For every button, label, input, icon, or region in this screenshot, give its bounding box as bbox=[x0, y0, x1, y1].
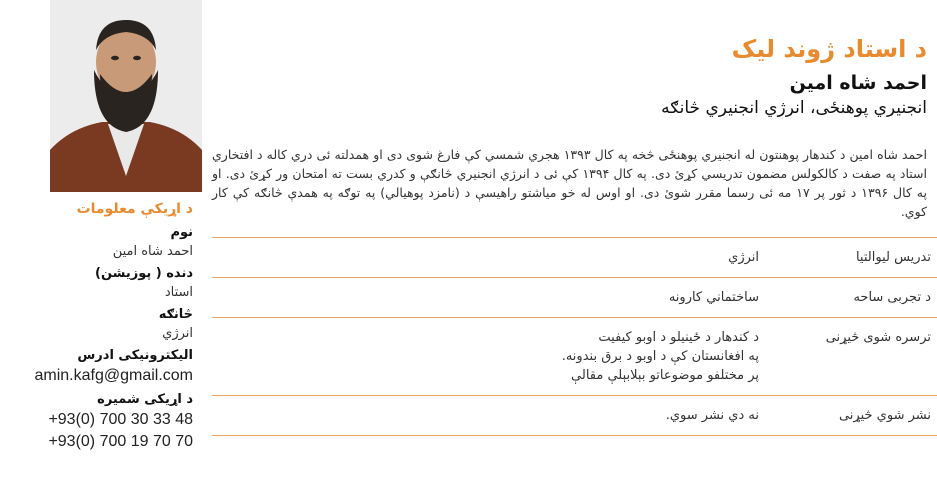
department-label: څانګه bbox=[158, 307, 193, 322]
row-value-line: د کندهار د ځینیلو د اوبو کیفیت bbox=[598, 330, 759, 345]
position-value: استاد bbox=[164, 285, 193, 300]
profile-photo bbox=[50, 0, 202, 192]
table-row bbox=[212, 317, 937, 395]
table-row bbox=[212, 395, 937, 436]
row-value bbox=[212, 328, 811, 385]
person-name: احمد شاه امین bbox=[789, 72, 927, 94]
row-value-line: نه دي نشر سوي. bbox=[665, 408, 759, 423]
biography: احمد شاه امین د کندهار پوهنتون له انجنیري پوهنځی څخه په کال ۱۳۹۳ هجري شمسي کې فارغ شوی دی او همدلته ئی دري کاله د افتخاري استاد په صفت د کالکولس مضمون تدریسي کړئ دی. په کال ۱۳۹۴ کې ئی د انرژي انجنیري څانګې و کدري بست ته امتحان ور کړئ دی. او په کال ۱۳۹۶ د ثور پر ۱۷ مه ئی رسما مقرر شوئ دی. او اوس له خو میاشتو راهیسې د (نامزد پوهیالي) په توګه په همدې څانګه کې کار کوي. bbox=[212, 147, 927, 219]
row-label: ترسره شوی څیړنی bbox=[825, 330, 931, 345]
row-value bbox=[212, 248, 811, 267]
contact-heading: د اړیکې معلومات bbox=[76, 201, 193, 217]
row-value-line: انرژي bbox=[728, 250, 759, 265]
email-label: الیکترونیکی ادرس bbox=[77, 348, 193, 363]
phone-label: د اړیکی شمیره bbox=[97, 392, 193, 407]
phone-number-2: +93(0) 700 19 70 70 bbox=[48, 433, 193, 450]
row-value-line: ساختماني کارونه bbox=[668, 290, 759, 305]
details-table bbox=[212, 237, 937, 436]
phone-number-1: +93(0) 700 30 33 48 bbox=[48, 411, 193, 428]
person-department: انجنيري پوهنځی، انرژي انجنيري څانګه bbox=[661, 98, 927, 118]
row-value-line: په افغانستان کې د اوبو د برق بندونه. bbox=[561, 349, 759, 364]
table-row bbox=[212, 237, 937, 277]
contact-info bbox=[0, 200, 193, 453]
page-title: د استاد ژوند لیک bbox=[731, 35, 927, 63]
table-row bbox=[212, 277, 937, 317]
position-label: دنده ( پوزیشن) bbox=[95, 266, 193, 281]
sidebar bbox=[0, 0, 205, 479]
row-label: نشر شوي څیړنی bbox=[838, 408, 931, 423]
portrait-photo-icon bbox=[50, 0, 202, 192]
email-link[interactable]: amin.kafg@gmail.com bbox=[34, 367, 193, 384]
name-value: احمد شاه امین bbox=[112, 244, 193, 259]
row-value bbox=[212, 288, 811, 307]
name-label: نوم bbox=[170, 225, 193, 240]
row-value bbox=[212, 406, 811, 425]
row-label: تدریس لیوالتیا bbox=[855, 250, 931, 265]
department-value: انرژي bbox=[162, 326, 193, 341]
row-value-line: پر مختلفو موضوعاتو بېلابېلې مقالې bbox=[571, 368, 759, 383]
row-label: د تجربی ساحه bbox=[853, 290, 931, 305]
